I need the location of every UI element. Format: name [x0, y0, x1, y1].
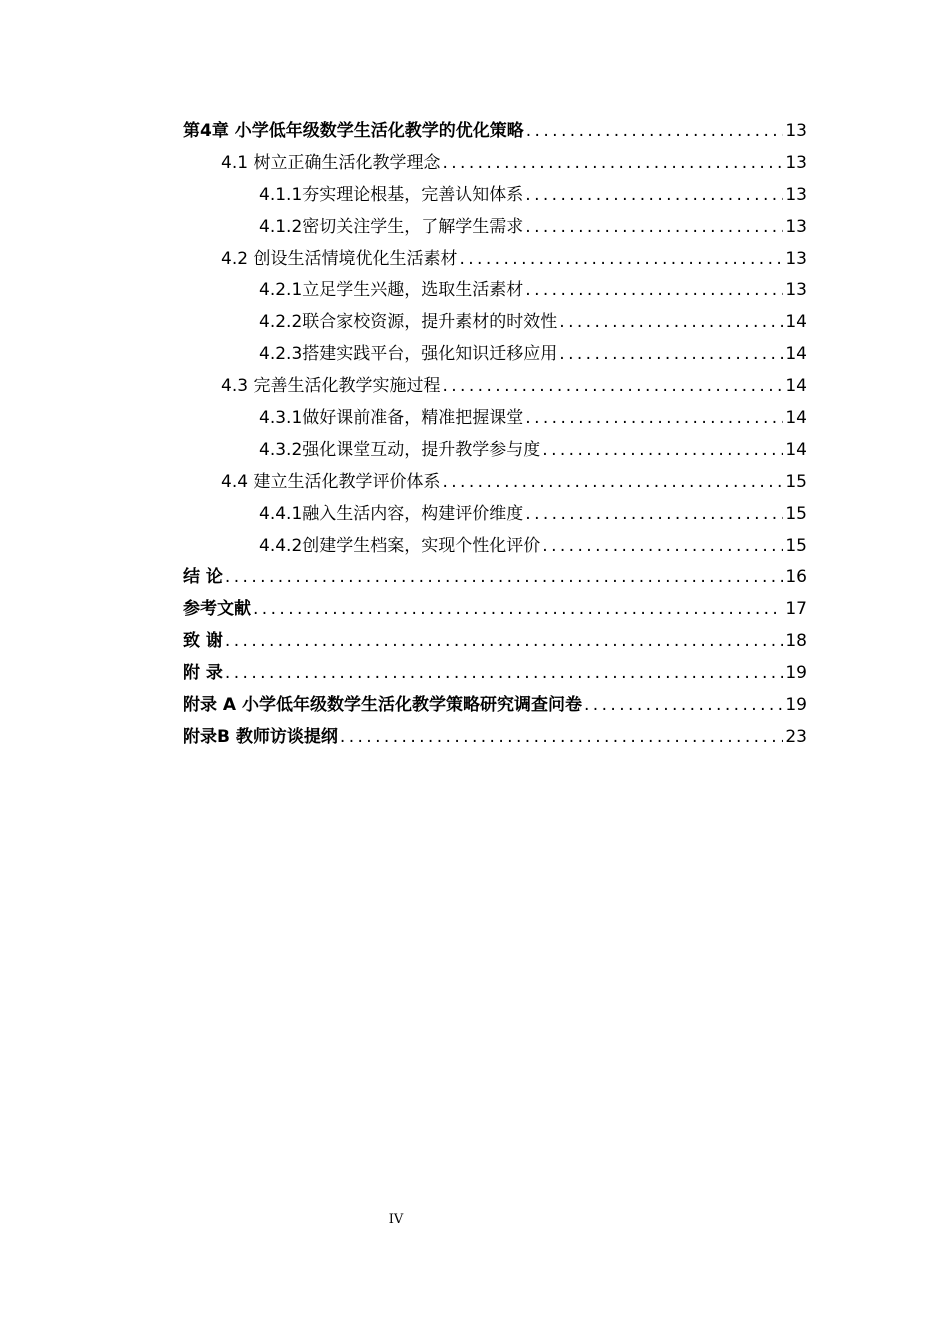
toc-entry-page: 14	[785, 439, 807, 460]
toc-entry-page: 13	[785, 248, 807, 269]
toc-entry-label: 第4章 小学低年级数学生活化教学的优化策略	[183, 121, 524, 141]
toc-dot-leader	[542, 531, 783, 563]
toc-entry-page: 16	[785, 567, 807, 588]
toc-entry-acknowledgements[interactable]	[183, 626, 807, 658]
toc-entry-label: 4.4.2创建学生档案，实现个性化评价	[259, 535, 541, 556]
toc-entry-4-2[interactable]	[183, 244, 807, 276]
toc-entry-page: 14	[785, 408, 807, 429]
toc-dot-leader	[526, 116, 784, 148]
toc-entry-label: 4.2 创设生活情境优化生活素材	[221, 248, 458, 269]
toc-entry-page: 19	[785, 695, 807, 716]
toc-entry-appendix-a[interactable]	[183, 690, 807, 722]
toc-entry-label: 附录 A 小学低年级数学生活化教学策略研究调查问卷	[183, 695, 582, 716]
toc-dot-leader	[525, 403, 783, 435]
toc-dot-leader	[225, 658, 783, 690]
toc-dot-leader	[340, 722, 783, 754]
toc-entry-label: 4.3.1做好课前准备，精准把握课堂	[259, 408, 524, 429]
toc-dot-leader	[542, 435, 783, 467]
toc-entry-label: 4.3.2强化课堂互动，提升教学参与度	[259, 439, 541, 460]
toc-entry-4-2-2[interactable]	[183, 307, 807, 339]
toc-entry-label: 4.1.1夯实理论根基，完善认知体系	[259, 184, 524, 205]
toc-entry-references[interactable]	[183, 594, 807, 626]
toc-entry-appendix[interactable]	[183, 658, 807, 690]
toc-entry-chapter-4[interactable]	[183, 116, 807, 148]
toc-entry-4-4[interactable]	[183, 467, 807, 499]
toc-dot-leader	[442, 467, 783, 499]
toc-entry-4-3[interactable]	[183, 371, 807, 403]
toc-entry-label: 4.2.2联合家校资源，提升素材的时效性	[259, 312, 558, 333]
toc-entry-page: 23	[785, 726, 807, 747]
page-number: IV	[388, 1212, 404, 1227]
toc-dot-leader	[225, 626, 783, 658]
toc-dot-leader	[225, 562, 783, 594]
toc-entry-page: 14	[785, 312, 807, 333]
toc-dot-leader	[442, 148, 783, 180]
toc-entry-4-1-2[interactable]	[183, 212, 807, 244]
toc-dot-leader	[442, 371, 783, 403]
toc-dot-leader	[559, 339, 783, 371]
toc-entry-conclusion[interactable]	[183, 562, 807, 594]
toc-entry-label: 4.2.3搭建实践平台，强化知识迁移应用	[259, 344, 558, 365]
toc-entry-page: 18	[785, 631, 807, 652]
toc-entry-page: 14	[785, 344, 807, 365]
toc-entry-4-3-1[interactable]	[183, 403, 807, 435]
toc-entry-page: 13	[785, 121, 807, 141]
toc-dot-leader	[525, 212, 783, 244]
toc-dot-leader	[525, 499, 783, 531]
toc-dot-leader	[459, 244, 783, 276]
toc-entry-page: 15	[785, 503, 807, 524]
toc-entry-4-3-2[interactable]	[183, 435, 807, 467]
toc-entry-4-4-1[interactable]	[183, 499, 807, 531]
toc-entry-page: 13	[785, 152, 807, 173]
toc-dot-leader	[525, 275, 783, 307]
toc-entry-page: 17	[785, 599, 807, 620]
toc-dot-leader	[584, 690, 783, 722]
toc-entry-4-1-1[interactable]	[183, 180, 807, 212]
toc-dot-leader	[559, 307, 783, 339]
toc-entry-page: 14	[785, 376, 807, 397]
toc-entry-label: 4.4 建立生活化教学评价体系	[221, 471, 441, 492]
toc-entry-label: 附 录	[183, 663, 223, 684]
toc-entry-label: 结 论	[183, 567, 223, 588]
toc-entry-page: 15	[785, 471, 807, 492]
toc-entry-label: 4.2.1立足学生兴趣，选取生活素材	[259, 280, 524, 301]
toc-entry-page: 13	[785, 280, 807, 301]
toc-entry-label: 致 谢	[183, 631, 223, 652]
toc-entry-appendix-b[interactable]	[183, 722, 807, 754]
toc-dot-leader	[253, 594, 783, 626]
toc-entry-4-1[interactable]	[183, 148, 807, 180]
toc-entry-4-2-1[interactable]	[183, 275, 807, 307]
toc-entry-label: 附录B 教师访谈提纲	[183, 726, 338, 747]
toc-entry-4-2-3[interactable]	[183, 339, 807, 371]
toc-entry-label: 4.4.1融入生活内容，构建评价维度	[259, 503, 524, 524]
toc-entry-4-4-2[interactable]	[183, 531, 807, 563]
toc-dot-leader	[525, 180, 783, 212]
toc-entry-page: 15	[785, 535, 807, 556]
toc-entry-page: 19	[785, 663, 807, 684]
toc-entry-label: 参考文献	[183, 599, 251, 620]
toc-entry-page: 13	[785, 184, 807, 205]
toc-entry-label: 4.1.2密切关注学生，了解学生需求	[259, 216, 524, 237]
toc-entry-label: 4.1 树立正确生活化教学理念	[221, 152, 441, 173]
toc-entry-page: 13	[785, 216, 807, 237]
toc-entry-label: 4.3 完善生活化教学实施过程	[221, 376, 441, 397]
table-of-contents	[183, 116, 807, 754]
